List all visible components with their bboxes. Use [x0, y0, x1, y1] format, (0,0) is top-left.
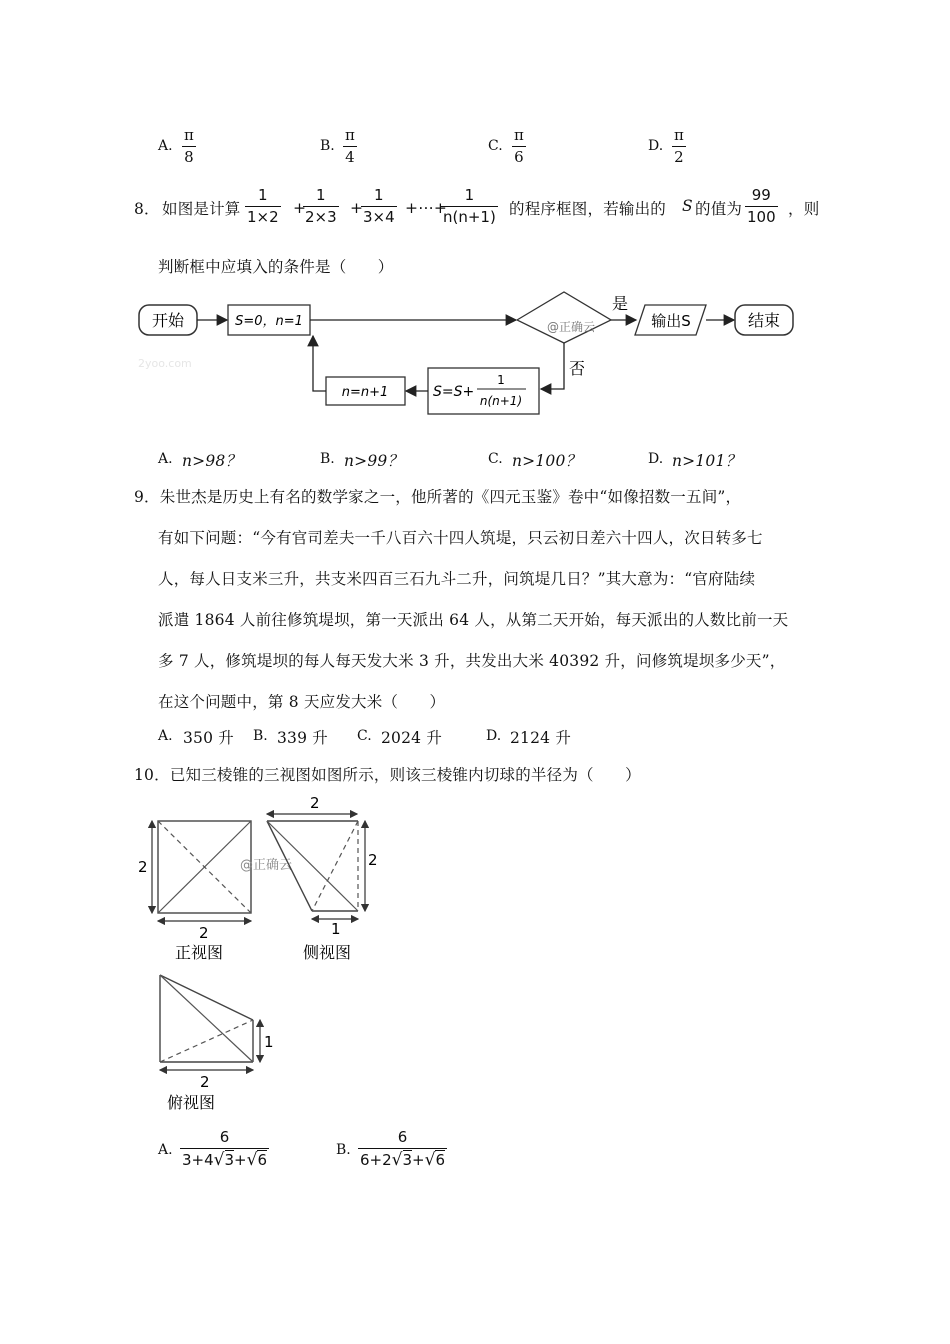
- flow-update-s-num: 1: [497, 373, 505, 387]
- side-dim-height: 2: [368, 851, 378, 869]
- q8-term-n: $\frac{1}{n(n+1)}$: [443, 186, 496, 226]
- q9-option-b-text: 339 升: [277, 729, 329, 747]
- flow-update-n-label: n=n+1: [341, 385, 389, 400]
- side-dim-top: 2: [310, 794, 320, 812]
- views-watermark: @正确云: [240, 858, 293, 873]
- q9-option-c-text: 2024 升: [381, 729, 443, 747]
- q8-option-c-letter: C.: [488, 451, 503, 467]
- front-view-label: 正视图: [175, 943, 224, 962]
- q9-line-6: 在这个问题中，第 8 天应发大米（ ）: [158, 693, 446, 711]
- flow-decision-diamond: [517, 292, 611, 343]
- q8-option-d-letter: D.: [648, 451, 664, 467]
- q8-option-d-text: n>101？: [672, 452, 742, 470]
- top-view: [160, 975, 260, 1070]
- q7-option-c-fraction: $\frac{\pi}{6}$: [514, 126, 524, 166]
- q7-option-d-letter: D.: [648, 138, 664, 154]
- q7-option-a-fraction: $\frac{\pi}{8}$: [184, 126, 194, 166]
- flow-update-s-den: n(n+1): [479, 394, 523, 408]
- q8-option-a-letter: A.: [158, 451, 173, 467]
- side-view-label: 侧视图: [303, 943, 352, 962]
- q9-option-b-letter: B.: [253, 728, 268, 744]
- q10-option-a-letter: A.: [158, 1142, 173, 1158]
- flow-update-s-pre: S=S+: [433, 384, 475, 400]
- q7-option-a-letter: A.: [158, 138, 173, 154]
- q7-option-b-letter: B.: [320, 138, 335, 154]
- q10-text: 10．已知三棱锥的三视图如图所示，则该三棱锥内切球的半径为（ ）: [134, 766, 641, 784]
- q8-option-b-letter: B.: [320, 451, 335, 467]
- q9-option-d-text: 2124 升: [510, 729, 572, 747]
- q9-option-a-letter: A.: [158, 728, 173, 744]
- q7-option-c-letter: C.: [488, 138, 503, 154]
- q8-dots: +⋯+: [405, 199, 448, 217]
- flow-no-label: 否: [569, 359, 586, 378]
- front-view: [152, 821, 251, 921]
- q9-option-d-letter: D.: [486, 728, 502, 744]
- front-dim-height: 2: [138, 858, 148, 876]
- top-view-label: 俯视图: [167, 1093, 216, 1112]
- top-dim-width: 2: [200, 1073, 210, 1091]
- q8-mid2: 的值为: [695, 200, 743, 218]
- q8-pre: 如图是计算: [162, 200, 241, 218]
- q9-line-4: 派遣 1864 人前往修筑堤坝，第一天派出 64 人，从第二天开始，每天派出的人数比前一天: [158, 611, 789, 629]
- flow-end-label: 结束: [747, 311, 781, 330]
- q8-plus-1: +: [293, 199, 307, 217]
- q8-S: S: [682, 197, 693, 215]
- q9-line-2: 有如下问题：“今有官司差夫一千八百六十四人筑堤，只云初日差六十四人，次日转多七: [158, 529, 763, 547]
- flow-arrow-loop: [313, 336, 326, 391]
- q9-line-1: 9．朱世杰是历史上有名的数学家之一，他所著的《四元玉鉴》卷中“如像招数一五间”，: [134, 488, 742, 506]
- q8-number: 8．: [134, 200, 160, 218]
- q9-line-3: 人，每人日支米三升，共支米四百三石九斗二升，问筑堤几日？”其大意为：“官府陆续: [158, 570, 756, 588]
- q7-option-d-fraction: $\frac{\pi}{2}$: [674, 126, 684, 166]
- top-dim-height: 1: [264, 1033, 274, 1051]
- front-dim-width: 2: [199, 924, 209, 942]
- q8-output-value: $\frac{99}{100}$: [747, 186, 776, 226]
- flow-decision-watermark: @正确云: [546, 320, 596, 334]
- q8-term-3: $\frac{1}{3\times 4}$: [363, 186, 395, 226]
- flow-start-label: 开始: [151, 311, 185, 330]
- q7-option-b-fraction: $\frac{\pi}{4}$: [345, 126, 355, 166]
- q10-option-a-fraction: $\frac{6}{3+4√3+√6}$: [182, 1128, 268, 1170]
- q10-option-b-fraction: $\frac{6}{6+2√3+√6}$: [360, 1128, 446, 1170]
- flow-arrow-no: [541, 343, 564, 389]
- q10-option-b-letter: B.: [336, 1142, 351, 1158]
- q8-term-2: $\frac{1}{2\times 3}$: [305, 186, 337, 226]
- side-dim-bottom: 1: [331, 920, 341, 938]
- flow-output-label: 输出S: [651, 312, 691, 330]
- q10-three-views: [130, 790, 390, 1120]
- q9-line-5: 多 7 人，修筑堤坝的每人每天发大米 3 升，共发出大米 40392 升，问修筑堤坝多少天”，: [158, 652, 786, 670]
- q8-option-b-text: n>99？: [344, 452, 404, 470]
- q9-option-c-letter: C.: [357, 728, 372, 744]
- flow-yes-label: 是: [612, 294, 629, 313]
- q8-plus-2: +: [350, 199, 364, 217]
- flow-watermark-faint: 2yoo.com: [138, 357, 192, 370]
- q8-mid: 的程序框图，若输出的: [509, 200, 667, 218]
- q10-option-b-denominator: 6+2√3+√6: [360, 1150, 446, 1170]
- q8-option-a-text: n>98？: [182, 452, 242, 470]
- q8-term-1: $\frac{1}{1\times 2}$: [247, 186, 279, 226]
- q8-post: ，则: [788, 200, 820, 218]
- q9-option-a-text: 350 升: [183, 729, 235, 747]
- q8-option-c-text: n>100？: [512, 452, 582, 470]
- q8-line2: 判断框中应填入的条件是（ ）: [158, 258, 394, 276]
- flow-init-label: S=0，n=1: [235, 314, 303, 329]
- q8-flowchart: [130, 285, 810, 420]
- q10-option-a-denominator: 3+4√3+√6: [182, 1150, 268, 1170]
